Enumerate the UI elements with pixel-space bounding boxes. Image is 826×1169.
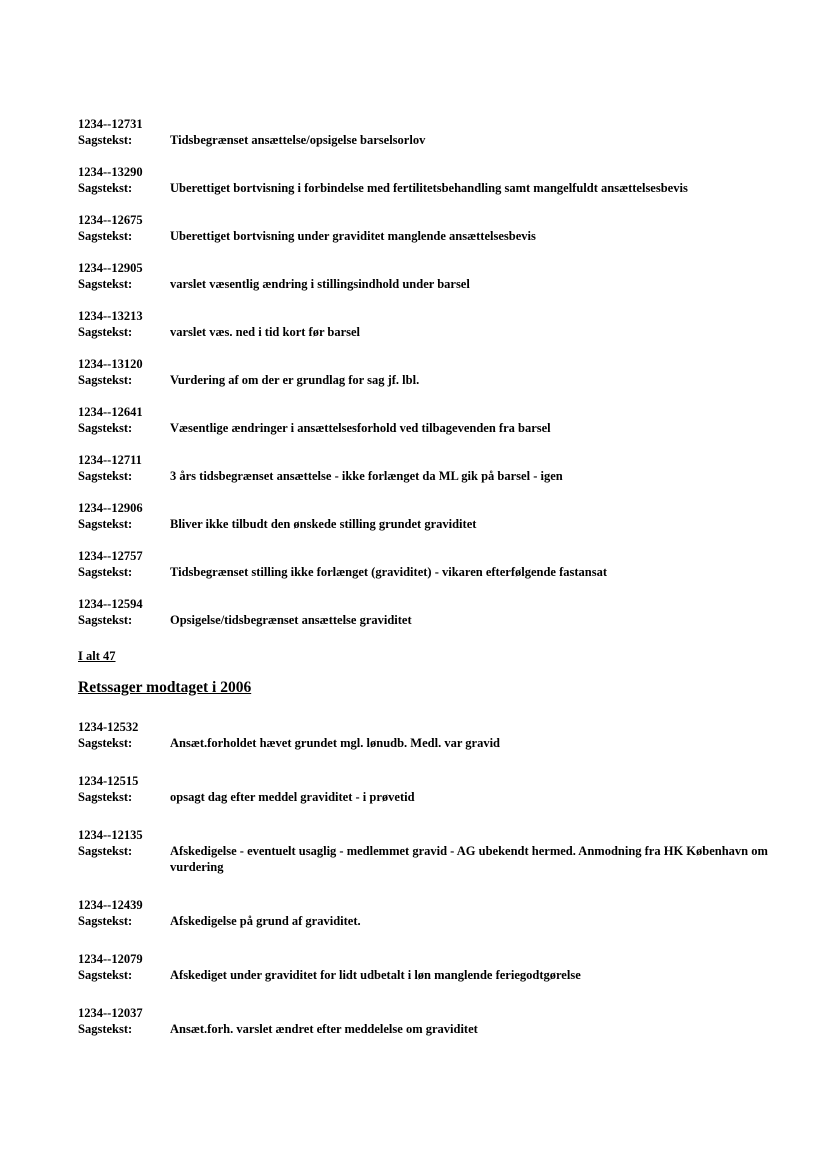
sagstekst-text: 3 års tidsbegrænset ansættelse - ikke forlænget da ML gik på barsel - igen xyxy=(170,469,563,483)
sagstekst-label: Sagstekst: xyxy=(78,373,133,387)
sagstekst-text: Afskedigelse på grund af graviditet. xyxy=(170,914,361,928)
case-number: 1234--12594 xyxy=(78,597,143,611)
sagstekst-text: Ansæt.forholdet hævet grundet mgl. lønudb. Medl. var gravid xyxy=(170,736,500,750)
sagstekst-label: Sagstekst: xyxy=(78,968,133,982)
case-text-row xyxy=(78,420,790,436)
case-number: 1234--12906 xyxy=(78,501,143,515)
sagstekst-text: Afskedigelse - eventuelt usaglig - medlemmet gravid - AG ubekendt hermed. Anmodning fra HK København om vurdering xyxy=(170,844,768,874)
case-entry xyxy=(78,827,790,875)
sagstekst-label: Sagstekst: xyxy=(78,736,133,750)
sagstekst-text: Uberettiget bortvisning i forbindelse med fertilitetsbehandling samt mangelfuldt ansættelsesbevis xyxy=(170,181,688,195)
sagstekst-label: Sagstekst: xyxy=(78,277,133,291)
sagstekst-label: Sagstekst: xyxy=(78,229,133,243)
case-number: 1234--12641 xyxy=(78,405,143,419)
case-entry xyxy=(78,404,790,436)
case-number: 1234--12439 xyxy=(78,898,143,912)
case-text-row xyxy=(78,324,790,340)
sagstekst-label: Sagstekst: xyxy=(78,790,133,804)
case-entry xyxy=(78,951,790,983)
sagstekst-label: Sagstekst: xyxy=(78,565,133,579)
case-entry xyxy=(78,116,790,148)
case-entry xyxy=(78,596,790,628)
case-number: 1234--12731 xyxy=(78,117,143,131)
case-entry xyxy=(78,897,790,929)
case-text-row xyxy=(78,564,790,580)
case-number: 1234--12079 xyxy=(78,952,143,966)
case-entry xyxy=(78,1005,790,1037)
sagstekst-text: Opsigelse/tidsbegrænset ansættelse graviditet xyxy=(170,613,412,627)
case-number: 1234-12532 xyxy=(78,720,139,734)
case-entry xyxy=(78,356,790,388)
case-number: 1234--12675 xyxy=(78,213,143,227)
sagstekst-label: Sagstekst: xyxy=(78,181,133,195)
case-text-row xyxy=(78,516,790,532)
sagstekst-text: Uberettiget bortvisning under graviditet manglende ansættelsesbevis xyxy=(170,229,536,243)
case-entry xyxy=(78,260,790,292)
sagstekst-label: Sagstekst: xyxy=(78,1022,133,1036)
sagstekst-text: varslet væsentlig ændring i stillingsindhold under barsel xyxy=(170,277,470,291)
case-number: 1234--13290 xyxy=(78,165,143,179)
sagstekst-text: Afskediget under graviditet for lidt udbetalt i løn manglende feriegodtgørelse xyxy=(170,968,581,982)
case-number: 1234-12515 xyxy=(78,774,139,788)
case-number: 1234--13213 xyxy=(78,309,143,323)
case-text-row xyxy=(78,468,790,484)
case-number: 1234--12757 xyxy=(78,549,143,563)
case-list-section-1 xyxy=(78,116,790,628)
case-number: 1234--12711 xyxy=(78,453,142,467)
sagstekst-text: Væsentlige ændringer i ansættelsesforhold ved tilbagevenden fra barsel xyxy=(170,421,551,435)
section-heading: Retssager modtaget i 2006 xyxy=(78,679,252,696)
case-entry xyxy=(78,308,790,340)
sagstekst-label: Sagstekst: xyxy=(78,844,133,858)
sagstekst-label: Sagstekst: xyxy=(78,421,133,435)
sagstekst-text: Ansæt.forh. varslet ændret efter meddelelse om graviditet xyxy=(170,1022,478,1036)
sagstekst-text: varslet væs. ned i tid kort før barsel xyxy=(170,325,361,339)
sagstekst-label: Sagstekst: xyxy=(78,133,133,147)
sagstekst-label: Sagstekst: xyxy=(78,469,133,483)
case-text-row xyxy=(78,228,790,244)
case-list-section-2 xyxy=(78,719,790,1037)
sagstekst-label: Sagstekst: xyxy=(78,613,133,627)
case-entry xyxy=(78,719,790,751)
case-text-row xyxy=(78,735,790,751)
case-number: 1234--13120 xyxy=(78,357,143,371)
sagstekst-label: Sagstekst: xyxy=(78,325,133,339)
case-entry xyxy=(78,452,790,484)
case-entry xyxy=(78,773,790,805)
sagstekst-label: Sagstekst: xyxy=(78,914,133,928)
case-entry xyxy=(78,164,790,196)
case-text-row xyxy=(78,612,790,628)
case-number: 1234--12037 xyxy=(78,1006,143,1020)
case-number: 1234--12905 xyxy=(78,261,143,275)
case-text-row xyxy=(78,1021,790,1037)
case-text-row xyxy=(78,913,790,929)
sagstekst-text: Tidsbegrænset stilling ikke forlænget (graviditet) - vikaren efterfølgende fastansat xyxy=(170,565,607,579)
case-text-row xyxy=(78,789,790,805)
case-text-row xyxy=(78,372,790,388)
sagstekst-text: opsagt dag efter meddel graviditet - i prøvetid xyxy=(170,790,415,804)
case-entry xyxy=(78,212,790,244)
case-entry xyxy=(78,500,790,532)
case-text-row xyxy=(78,180,790,196)
sagstekst-text: Bliver ikke tilbudt den ønskede stilling grundet graviditet xyxy=(170,517,477,531)
case-number: 1234--12135 xyxy=(78,828,143,842)
case-text-row xyxy=(78,843,790,875)
case-text-row xyxy=(78,276,790,292)
case-entry xyxy=(78,548,790,580)
sagstekst-text: Vurdering af om der er grundlag for sag jf. lbl. xyxy=(170,373,420,387)
sagstekst-label: Sagstekst: xyxy=(78,517,133,531)
case-text-row xyxy=(78,132,790,148)
case-text-row xyxy=(78,967,790,983)
sagstekst-text: Tidsbegrænset ansættelse/opsigelse barselsorlov xyxy=(170,133,426,147)
total-line: I alt 47 xyxy=(78,649,116,663)
